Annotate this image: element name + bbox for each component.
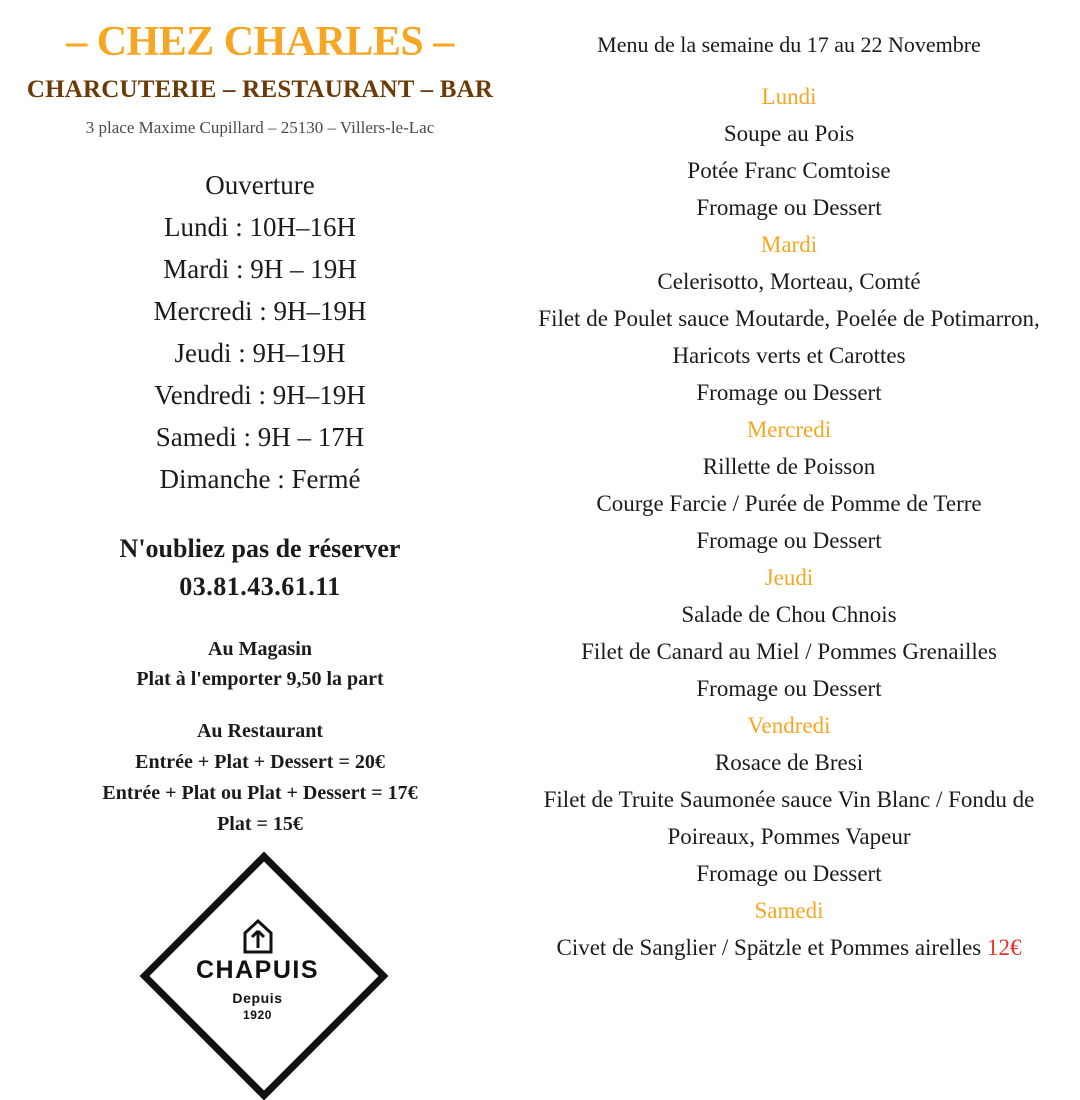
menu-day-item: Fromage ou Dessert xyxy=(696,528,882,553)
menu-day-item: Filet de Poulet sauce Moutarde, Poelée de Potimarron, Haricots verts et Carottes xyxy=(538,306,1040,368)
menu-day-mercredi xyxy=(498,411,1080,559)
menu-day-name: Mardi xyxy=(760,232,818,257)
menu-day-item: Fromage ou Dessert xyxy=(696,861,882,886)
menu-day-price: 12€ xyxy=(987,935,1022,960)
house-arrow-icon xyxy=(241,918,275,956)
opening-hours-line: Samedi : 9H – 17H xyxy=(155,422,365,452)
menu-day-item: Filet de Truite Saumonée sauce Vin Blanc / Fondu de Poireaux, Pommes Vapeur xyxy=(543,787,1035,849)
opening-hours-line: Lundi : 10H–16H xyxy=(164,212,356,242)
menu-day-name: Vendredi xyxy=(747,713,831,738)
menu-day-name: Lundi xyxy=(761,84,817,109)
logo-content xyxy=(150,862,365,1077)
menu-day-name: Mercredi xyxy=(746,417,832,442)
logo-since-label: Depuis xyxy=(232,989,283,1006)
chapuis-logo xyxy=(150,862,365,1077)
shop-heading: Au Magasin xyxy=(208,638,312,660)
menu-week-header: Menu de la semaine du 17 au 22 Novembre xyxy=(597,32,981,57)
menu-day-item: Salade de Chou Chnois xyxy=(681,602,897,627)
menu-day-item: Filet de Canard au Miel / Pommes Grenailles xyxy=(581,639,997,664)
menu-day-item: Celerisotto, Morteau, Comté xyxy=(657,269,921,294)
opening-hours-line: Dimanche : Fermé xyxy=(159,464,361,494)
opening-hours-line: Jeudi : 9H–19H xyxy=(174,338,346,368)
opening-hours-line: Vendredi : 9H–19H xyxy=(154,380,366,410)
menu-day-item: Rillette de Poisson xyxy=(702,454,876,479)
reservation-block xyxy=(0,500,520,606)
menu-day-item: Fromage ou Dessert xyxy=(696,676,882,701)
right-column xyxy=(498,0,1080,1080)
restaurant-price-line: Plat = 15€ xyxy=(217,813,303,835)
menu-day-name: Jeudi xyxy=(764,565,814,590)
reservation-text: N'oubliez pas de réserver xyxy=(119,534,401,563)
menu-day-name: Samedi xyxy=(754,898,824,923)
menu-day-jeudi xyxy=(498,559,1080,707)
menu-day-vendredi xyxy=(498,707,1080,892)
shop-block xyxy=(0,606,520,694)
menu-day-item: Fromage ou Dessert xyxy=(696,380,882,405)
opening-hours-line: Mardi : 9H – 19H xyxy=(163,254,357,284)
reservation-phone[interactable]: 03.81.43.61.11 xyxy=(179,572,341,601)
menu-day-lundi xyxy=(498,78,1080,226)
menu-day-item: Fromage ou Dessert xyxy=(696,195,882,220)
opening-hours xyxy=(0,138,520,500)
logo-name: CHAPUIS xyxy=(195,955,319,984)
menu-day-item: Courge Farcie / Purée de Pomme de Terre xyxy=(596,491,982,516)
logo-year: 1920 xyxy=(242,1007,273,1022)
menu-day-item: Soupe au Pois xyxy=(723,121,855,146)
brand-address: 3 place Maxime Cupillard – 25130 – Villers-le-Lac xyxy=(85,118,435,137)
restaurant-price-line: Entrée + Plat ou Plat + Dessert = 17€ xyxy=(102,782,418,804)
shop-takeaway-price: Plat à l'emporter 9,50 la part xyxy=(136,668,384,690)
brand-subtitle: CHARCUTERIE – RESTAURANT – BAR xyxy=(26,76,494,103)
menu-day-item: Potée Franc Comtoise xyxy=(687,158,891,183)
restaurant-block xyxy=(0,694,520,840)
menu-day-samedi xyxy=(498,892,1080,966)
menu-day-item-with-price xyxy=(498,929,1080,966)
restaurant-price-line: Entrée + Plat + Dessert = 20€ xyxy=(135,751,385,773)
restaurant-heading: Au Restaurant xyxy=(196,720,324,742)
menu-day-item: Rosace de Bresi xyxy=(714,750,864,775)
opening-hours-line: Mercredi : 9H–19H xyxy=(153,296,367,326)
menu-day-item: Civet de Sanglier / Spätzle et Pommes airelles xyxy=(556,935,982,960)
menu-days-list xyxy=(498,58,1080,966)
menu-day-mardi xyxy=(498,226,1080,411)
opening-hours-heading: Ouverture xyxy=(205,170,315,200)
page-title: – CHEZ CHARLES – xyxy=(66,19,454,65)
